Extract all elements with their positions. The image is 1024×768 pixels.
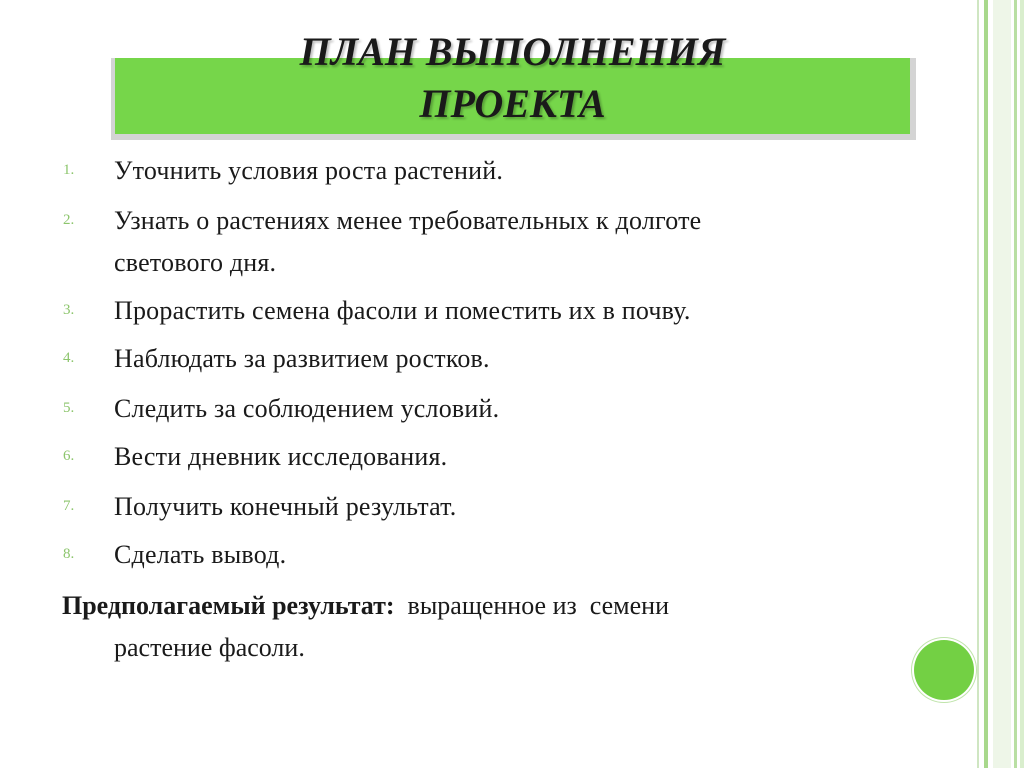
slide-title-line-1: ПЛАН ВЫПОЛНЕНИЯ	[299, 29, 726, 74]
plan-item-text: светового дня.	[114, 248, 277, 277]
plan-item-number: 5.	[63, 400, 75, 416]
decorative-stripe	[977, 0, 979, 768]
slide-title	[110, 26, 915, 130]
expected-result-label: Предполагаемый результат:	[62, 591, 395, 620]
expected-result-text: выращенное из семени	[394, 591, 669, 620]
plan-item-text: Получить конечный результат.	[114, 492, 457, 521]
plan-item-number: 3.	[63, 302, 75, 318]
plan-item-text: Следить за соблюдением условий.	[114, 394, 500, 423]
decorative-stripe	[984, 0, 988, 768]
plan-item-number: 7.	[63, 498, 75, 514]
plan-item-text: Наблюдать за развитием ростков.	[114, 344, 490, 373]
plan-item-number: 2.	[63, 212, 75, 228]
decorative-stripe	[1020, 0, 1024, 768]
plan-item-text: Вести дневник исследования.	[114, 442, 448, 471]
expected-result	[62, 585, 942, 669]
expected-result-text-line-2: растение фасоли.	[114, 633, 305, 662]
plan-item-text: Уточнить условия роста растений.	[114, 156, 504, 185]
plan-item-number: 4.	[63, 350, 75, 366]
plan-item-number: 8.	[63, 546, 75, 562]
decorative-stripe	[1014, 0, 1017, 768]
plan-item-text: Сделать вывод.	[114, 540, 287, 569]
decorative-stripe	[993, 0, 1011, 768]
plan-item-number: 6.	[63, 448, 75, 464]
plan-item-text: Узнать о растениях менее требовательных к долготе	[114, 206, 702, 235]
slide-title-line-2: ПРОЕКТА	[419, 81, 606, 126]
plan-item-number: 1.	[63, 162, 75, 178]
plan-item-text: Прорастить семена фасоли и поместить их в почву.	[114, 296, 691, 325]
decorative-green-circle	[914, 640, 974, 700]
